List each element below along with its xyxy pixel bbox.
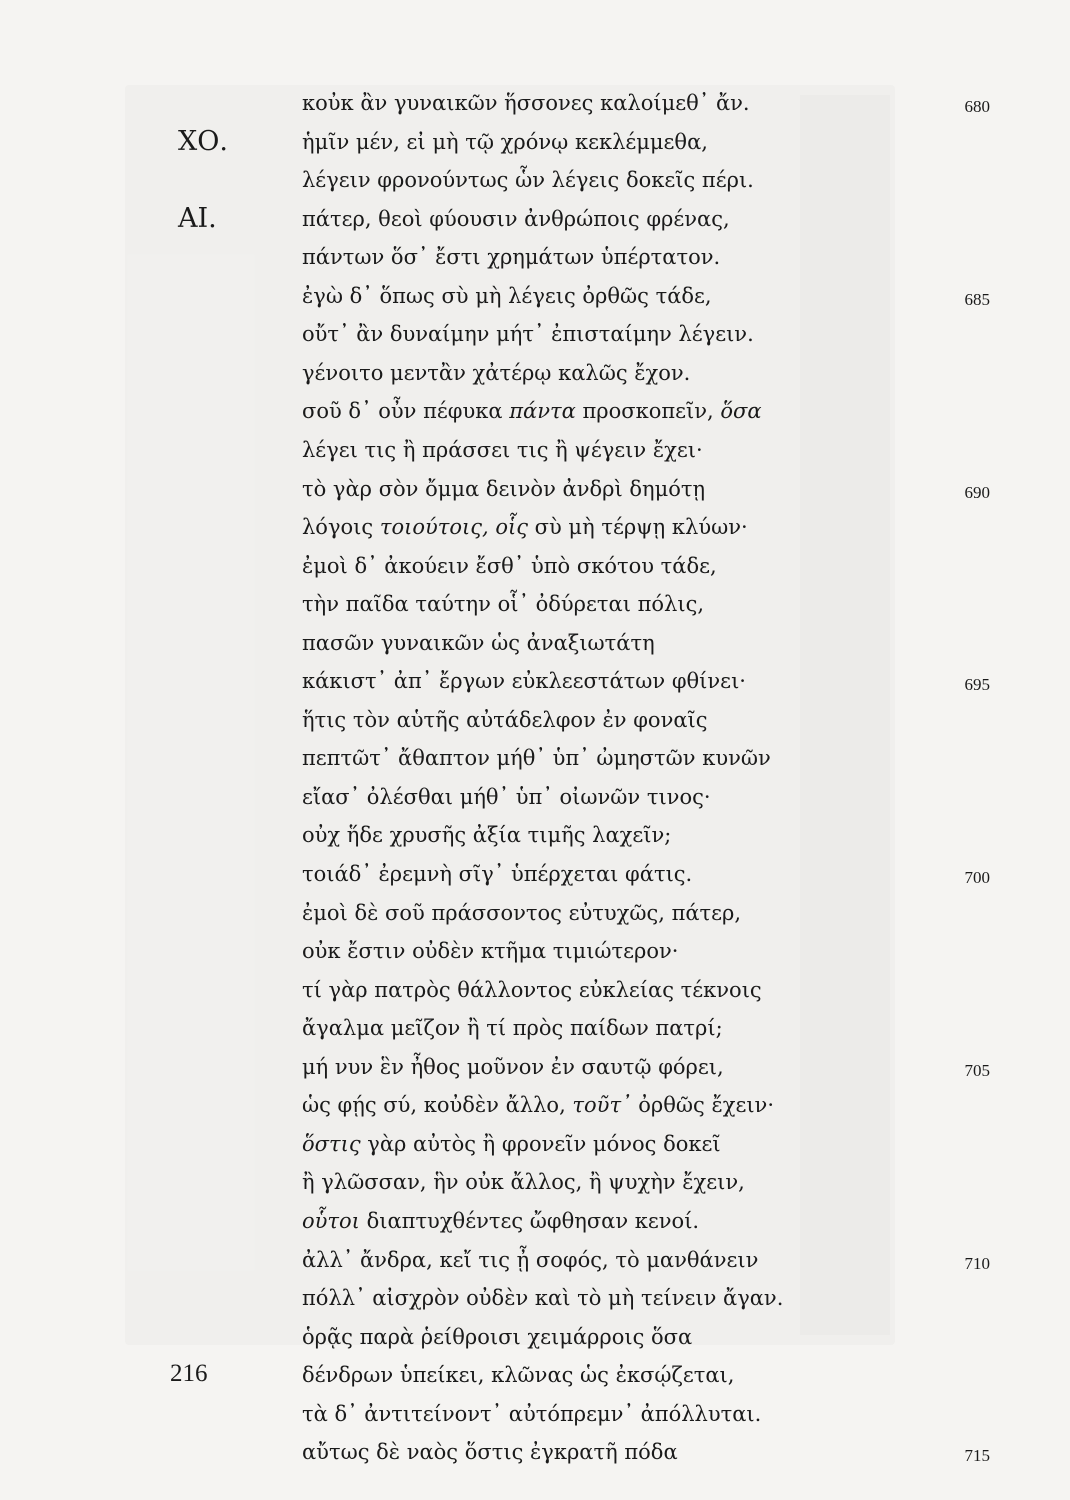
verse-line	[0, 546, 1070, 586]
line-number: 700	[964, 868, 990, 887]
verse-text	[302, 507, 748, 547]
verse-segment: γένοιτο μεντἂν χἀτέρῳ καλῶς ἔχον.	[302, 360, 691, 385]
verse-line	[0, 1201, 1070, 1241]
verse-line	[0, 661, 1070, 701]
verse-text	[302, 353, 690, 393]
verse-italic-segment: τοῦτ᾽	[572, 1093, 632, 1118]
verse-segment: σὺ μὴ τέρψῃ κλύων·	[527, 515, 748, 540]
verse-text	[302, 738, 771, 778]
verse-text	[302, 469, 705, 509]
verse-segment: ὀρθῶς ἔχειν·	[631, 1093, 774, 1118]
verse-segment: σοῦ δ᾽ οὖν πέφυκα	[302, 399, 510, 424]
verse-text	[302, 1355, 734, 1395]
verse-segment: τὸ γὰρ σὸν ὄμμα δεινὸν ἀνδρὶ δημότῃ	[302, 476, 706, 501]
verse-segment: ὡς φῄς σύ, κοὐδὲν ἄλλο,	[302, 1093, 573, 1118]
verse-segment: οὐχ ἥδε χρυσῆς ἀξία τιμῆς λαχεῖν;	[302, 823, 672, 848]
verse-line	[0, 353, 1070, 393]
verse-line	[0, 1162, 1070, 1202]
verse-text	[302, 1201, 699, 1241]
verse-segment: πάντων ὅσ᾽ ἔστι χρημάτων ὑπέρτατον.	[302, 245, 721, 270]
verse-line	[0, 1124, 1070, 1164]
verse-text	[302, 815, 671, 855]
verse-text	[302, 160, 754, 200]
verse-segment: ἡμῖν μέν, εἰ μὴ τῷ χρόνῳ κεκλέμμεθα,	[302, 129, 708, 154]
verse-text	[302, 1008, 723, 1048]
verse-line	[0, 931, 1070, 971]
verse-italic-segment: τοιούτοις, οἷς	[379, 515, 528, 540]
verse-text	[302, 1278, 783, 1318]
verse-text	[302, 391, 762, 431]
verse-line	[0, 83, 1070, 123]
verse-text	[302, 661, 746, 701]
verse-line	[0, 314, 1070, 354]
verse-line	[0, 738, 1070, 778]
verse-line	[0, 1047, 1070, 1087]
verse-text	[302, 1240, 758, 1280]
verse-text	[302, 1124, 721, 1164]
verse-segment: διαπτυχθέντες ὤφθησαν κενοί.	[359, 1208, 700, 1233]
verse-line	[0, 815, 1070, 855]
verse-line	[0, 700, 1070, 740]
verse-segment: ἐμοὶ δὲ σοῦ πράσσοντος εὐτυχῶς, πάτερ,	[302, 900, 742, 925]
verse-line	[0, 1278, 1070, 1318]
verse-italic-segment: ὅστις	[302, 1131, 361, 1156]
verse-segment: κοὐκ ἂν γυναικῶν ἥσσονες καλοίμεθ᾽ ἄν.	[302, 91, 750, 115]
verse-text	[302, 623, 655, 663]
verse-text	[302, 546, 717, 586]
verse-line	[0, 276, 1070, 316]
verse-line	[0, 777, 1070, 817]
verse-line	[0, 199, 1070, 239]
verse-text	[302, 1085, 774, 1125]
verse-text	[302, 122, 708, 162]
line-number: 680	[964, 97, 990, 116]
verse-line	[0, 1085, 1070, 1125]
verse-text	[302, 777, 711, 817]
verse-italic-segment: ὅσα	[720, 399, 762, 424]
verse-segment: οὔτ᾽ ἂν δυναίμην μήτ᾽ ἐπισταίμην λέγειν.	[302, 322, 754, 347]
verse-segment: κάκιστ᾽ ἀπ᾽ ἔργων εὐκλεεστάτων φθίνει·	[302, 669, 746, 694]
verse-segment: τὰ δ᾽ ἀντιτείνοντ᾽ αὐτόπρεμν᾽ ἀπόλλυται.	[302, 1401, 762, 1426]
verse-segment: ἄγαλμα μεῖζον ἢ τί πρὸς παίδων πατρί;	[302, 1016, 723, 1041]
verse-line	[0, 1317, 1070, 1357]
verse-text	[302, 1394, 761, 1434]
verse-segment: μή νυν ἓν ἦθος μοῦνον ἐν σαυτῷ φόρει,	[302, 1054, 724, 1079]
verse-segment: πάτερ, θεοὶ φύουσιν ἀνθρώποις φρένας,	[302, 206, 730, 231]
verse-segment: οὐκ ἔστιν οὐδὲν κτῆμα τιμιώτερον·	[302, 939, 679, 964]
verse-segment: πόλλ᾽ αἰσχρὸν οὐδὲν καὶ τὸ μὴ τείνειν ἄγαν.	[302, 1286, 784, 1311]
page-number: 216	[170, 1360, 208, 1387]
verse-text	[302, 276, 712, 316]
verse-line	[0, 507, 1070, 547]
verse-italic-segment: οὗτοι	[302, 1208, 360, 1233]
verse-line	[0, 391, 1070, 431]
line-number: 695	[964, 675, 990, 695]
verse-line	[0, 584, 1070, 624]
verse-segment: λέγειν φρονούντως ὧν λέγεις δοκεῖς πέρι.	[302, 168, 754, 193]
verse-line	[0, 970, 1070, 1010]
line-number: 705	[964, 1060, 990, 1080]
verse-segment: πασῶν γυναικῶν ὡς ἀναξιωτάτη	[302, 630, 655, 655]
verse-text	[302, 700, 708, 740]
verse-line	[0, 1240, 1070, 1280]
verse-text	[302, 1162, 745, 1202]
verse-text	[302, 1047, 724, 1087]
line-number: 685	[964, 289, 990, 309]
verse-text	[302, 970, 762, 1010]
verse-segment: ἐμοὶ δ᾽ ἀκούειν ἔσθ᾽ ὑπὸ σκότου τάδε,	[302, 553, 717, 578]
verse-line	[0, 430, 1070, 470]
verse-line	[0, 160, 1070, 200]
verse-line	[0, 1394, 1070, 1434]
verse-text	[302, 854, 692, 894]
verse-line	[0, 1008, 1070, 1048]
verse-segment: προσκοπεῖν,	[575, 399, 721, 424]
verse-line	[0, 122, 1070, 162]
verse-line	[0, 469, 1070, 509]
speaker-label: ΧΟ.	[178, 125, 228, 157]
verse-line	[0, 893, 1070, 933]
verse-text	[302, 1432, 678, 1472]
verse-segment: ἀλλ᾽ ἄνδρα, κεἴ τις ᾖ σοφός, τὸ μανθάνειν	[302, 1247, 759, 1272]
verse-line	[0, 623, 1070, 663]
verse-text	[302, 1317, 692, 1357]
verse-italic-segment: πάντα	[509, 399, 576, 424]
verse-text	[302, 931, 678, 971]
verse-segment: ἐγὼ δ᾽ ὅπως σὺ μὴ λέγεις ὀρθῶς τάδε,	[302, 283, 712, 308]
verse-segment: πεπτῶτ᾽ ἄθαπτον μήθ᾽ ὑπ᾽ ὠμηστῶν κυνῶν	[302, 746, 771, 771]
verse-segment: αὔτως δὲ ναὸς ὅστις ἐγκρατῆ πόδα	[302, 1440, 678, 1465]
verse-segment: λόγοις	[302, 515, 380, 540]
verse-line	[0, 237, 1070, 277]
verse-segment: τὴν παῖδα ταύτην οἷ᾽ ὀδύρεται πόλις,	[302, 592, 705, 617]
verse-text	[302, 199, 730, 239]
verse-text	[302, 83, 750, 123]
verse-segment: ἢ γλῶσσαν, ἣν οὐκ ἄλλος, ἢ ψυχὴν ἔχειν,	[302, 1170, 745, 1195]
verse-segment: τοιάδ᾽ ἐρεμνὴ σῖγ᾽ ὑπέρχεται φάτις.	[302, 862, 693, 886]
verse-line	[0, 1432, 1070, 1472]
line-number: 710	[964, 1253, 990, 1273]
line-number: 690	[964, 482, 990, 502]
verse-segment: γὰρ αὐτὸς ἢ φρονεῖν μόνος δοκεῖ	[360, 1131, 721, 1156]
verse-segment: ὁρᾷς παρὰ ῥείθροισι χειμάρροις ὅσα	[302, 1324, 693, 1349]
verse-segment: εἴασ᾽ ὀλέσθαι μήθ᾽ ὑπ᾽ οἰωνῶν τινος·	[302, 784, 711, 809]
verse-segment: δένδρων ὑπείκει, κλῶνας ὡς ἐκσῴζεται,	[302, 1363, 735, 1388]
verse-segment: τί γὰρ πατρὸς θάλλοντος εὐκλείας τέκνοις	[302, 977, 762, 1002]
verse-segment: ἥτις τὸν αὑτῆς αὐτάδελφον ἐν φοναῖς	[302, 707, 708, 732]
verse-text	[302, 237, 720, 277]
verse-line	[0, 1355, 1070, 1395]
verse-text	[302, 893, 741, 933]
verse-text	[302, 584, 704, 624]
verse-text	[302, 314, 754, 354]
speaker-label: ΑΙ.	[178, 202, 217, 234]
verse-line	[0, 854, 1070, 894]
verse-text	[302, 430, 703, 470]
line-number: 715	[964, 1446, 990, 1466]
verse-segment: λέγει τις ἢ πράσσει τις ἢ ψέγειν ἔχει·	[302, 437, 703, 462]
